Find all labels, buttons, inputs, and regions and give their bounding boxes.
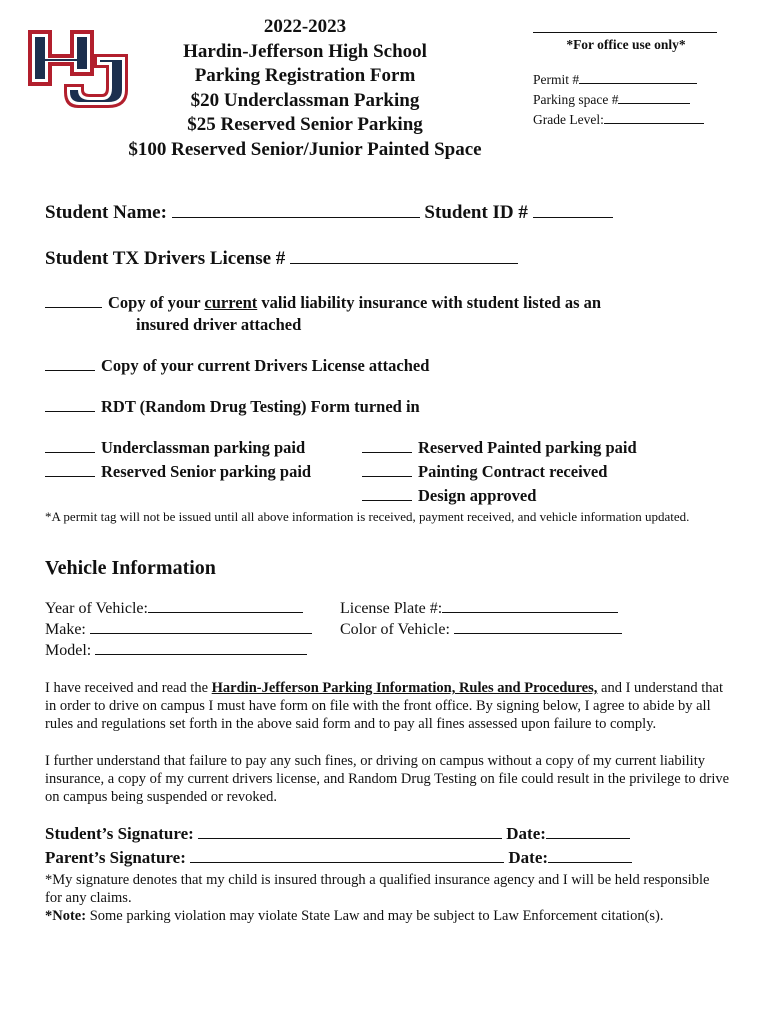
insurance-item — [45, 292, 601, 314]
permit-note: *A permit tag will not be issued until all above information is received, payment received, and vehicle information updated. — [45, 509, 690, 524]
license-label: Student TX Drivers License # — [45, 248, 286, 269]
reserved-painted-paid-text: Reserved Painted parking paid — [418, 438, 637, 457]
color-row — [340, 619, 622, 640]
parking-rules-link[interactable]: Hardin-Jefferson Parking Information, Rules and Procedures, — [211, 680, 598, 696]
plate-row — [340, 598, 618, 619]
agreement-text-pre: I have received and read the — [45, 680, 212, 696]
rdt-check-blank[interactable] — [45, 397, 95, 412]
parent-signature-row — [45, 846, 632, 870]
student-signature-field[interactable] — [198, 823, 502, 839]
model-label: Model: — [45, 642, 92, 659]
color-label: Color of Vehicle: — [340, 621, 450, 638]
plate-field[interactable] — [442, 598, 618, 613]
plate-label: License Plate #: — [340, 600, 443, 617]
model-field[interactable] — [95, 640, 307, 655]
parent-date-field[interactable] — [548, 847, 632, 863]
license-row — [45, 246, 518, 270]
note-text: Some parking violation may violate State Law and may be subject to Law Enforcement citation(s). — [86, 908, 664, 924]
grade-level-field[interactable] — [604, 110, 704, 124]
year-row — [45, 598, 303, 619]
insurance-text-current: current — [204, 293, 258, 312]
painting-contract-check-blank[interactable] — [362, 462, 412, 477]
design-approved-item — [362, 485, 536, 507]
office-top-rule — [533, 32, 717, 33]
make-label: Make: — [45, 621, 86, 638]
reserved-senior-paid-text: Reserved Senior parking paid — [101, 462, 312, 481]
underclassman-paid-text: Underclassman parking paid — [101, 438, 306, 457]
law-note — [45, 907, 735, 925]
license-field[interactable] — [290, 246, 518, 264]
parent-signature-field[interactable] — [190, 847, 504, 863]
parking-space-field[interactable] — [618, 90, 690, 104]
office-use-box — [533, 32, 719, 130]
agreement-text-post: and I understand that in order to drive on campus I must have form on file with the front office. By signing below, I agree to abide by all rules and regulations set forth in the above said form and to pay all fines assessed upon failure to comply. — [45, 680, 724, 733]
painting-contract-text: Painting Contract received — [418, 462, 608, 481]
color-field[interactable] — [454, 619, 622, 634]
student-date-label: Date: — [506, 824, 546, 843]
title-painted-price: $100 Reserved Senior/Junior Painted Space — [128, 138, 482, 160]
drivers-license-check-blank[interactable] — [45, 356, 95, 371]
agreement-paragraph-2: I further understand that failure to pay any such fines, or driving on campus without a copy of my current liability insurance, a copy of my current drivers license, and Random Drug Testing on file could result in the privilege to drive on campus being suspended or revoked. — [45, 753, 730, 806]
rdt-text: RDT (Random Drug Testing) Form turned in — [101, 397, 420, 416]
vehicle-heading: Vehicle Information — [45, 557, 216, 579]
student-signature-label: Student’s Signature: — [45, 824, 194, 843]
permit-row — [533, 70, 719, 90]
insurance-text-post: valid liability insurance with student listed as an — [257, 293, 602, 312]
year-label: Year of Vehicle: — [45, 600, 148, 617]
title-year: 2022-2023 — [263, 16, 347, 37]
insurance-item-line2: insured driver attached — [136, 315, 302, 334]
reserved-painted-paid-item — [362, 437, 637, 459]
student-id-field[interactable] — [533, 200, 613, 218]
student-id-label: Student ID # — [424, 202, 528, 223]
design-approved-text: Design approved — [418, 486, 537, 505]
model-row — [45, 640, 307, 661]
student-signature-row — [45, 822, 630, 846]
student-name-field[interactable] — [172, 200, 420, 218]
painting-contract-item — [362, 461, 607, 483]
note-label: *Note: — [45, 908, 87, 924]
drivers-license-text: Copy of your current Drivers License attached — [101, 356, 430, 375]
reserved-senior-paid-item — [45, 461, 311, 483]
insurance-check-blank[interactable] — [45, 293, 102, 308]
underclassman-check-blank[interactable] — [45, 438, 95, 453]
permit-label: Permit # — [533, 72, 580, 87]
reserved-senior-check-blank[interactable] — [45, 462, 95, 477]
grade-level-row — [533, 110, 719, 130]
design-approved-check-blank[interactable] — [362, 486, 412, 501]
title-form: Parking Registration Form — [194, 65, 416, 87]
make-row — [45, 619, 312, 640]
grade-level-label: Grade Level: — [533, 112, 604, 127]
drivers-license-item — [45, 355, 429, 377]
title-underclassman-price: $20 Underclassman Parking — [190, 89, 420, 111]
office-use-title: *For office use only* — [566, 37, 686, 52]
insured-note: *My signature denotes that my child is insured through a qualified insurance agency and I will be held responsible for any claims. — [45, 872, 710, 907]
parking-space-row — [533, 90, 719, 110]
rdt-item — [45, 396, 420, 418]
title-school: Hardin-Jefferson High School — [183, 40, 427, 62]
student-name-row — [45, 200, 613, 224]
insurance-text-pre: Copy of your — [108, 293, 205, 312]
form-title — [95, 15, 515, 163]
make-field[interactable] — [90, 619, 312, 634]
parking-space-label: Parking space # — [533, 92, 619, 107]
underclassman-paid-item — [45, 437, 305, 459]
parent-signature-label: Parent’s Signature: — [45, 848, 186, 867]
student-name-label: Student Name: — [45, 202, 167, 223]
title-senior-price: $25 Reserved Senior Parking — [187, 114, 423, 136]
student-date-field[interactable] — [546, 823, 630, 839]
year-field[interactable] — [148, 598, 303, 613]
parent-date-label: Date: — [508, 848, 549, 867]
permit-field[interactable] — [579, 70, 697, 84]
agreement-paragraph-1 — [45, 679, 725, 734]
reserved-painted-check-blank[interactable] — [362, 438, 412, 453]
